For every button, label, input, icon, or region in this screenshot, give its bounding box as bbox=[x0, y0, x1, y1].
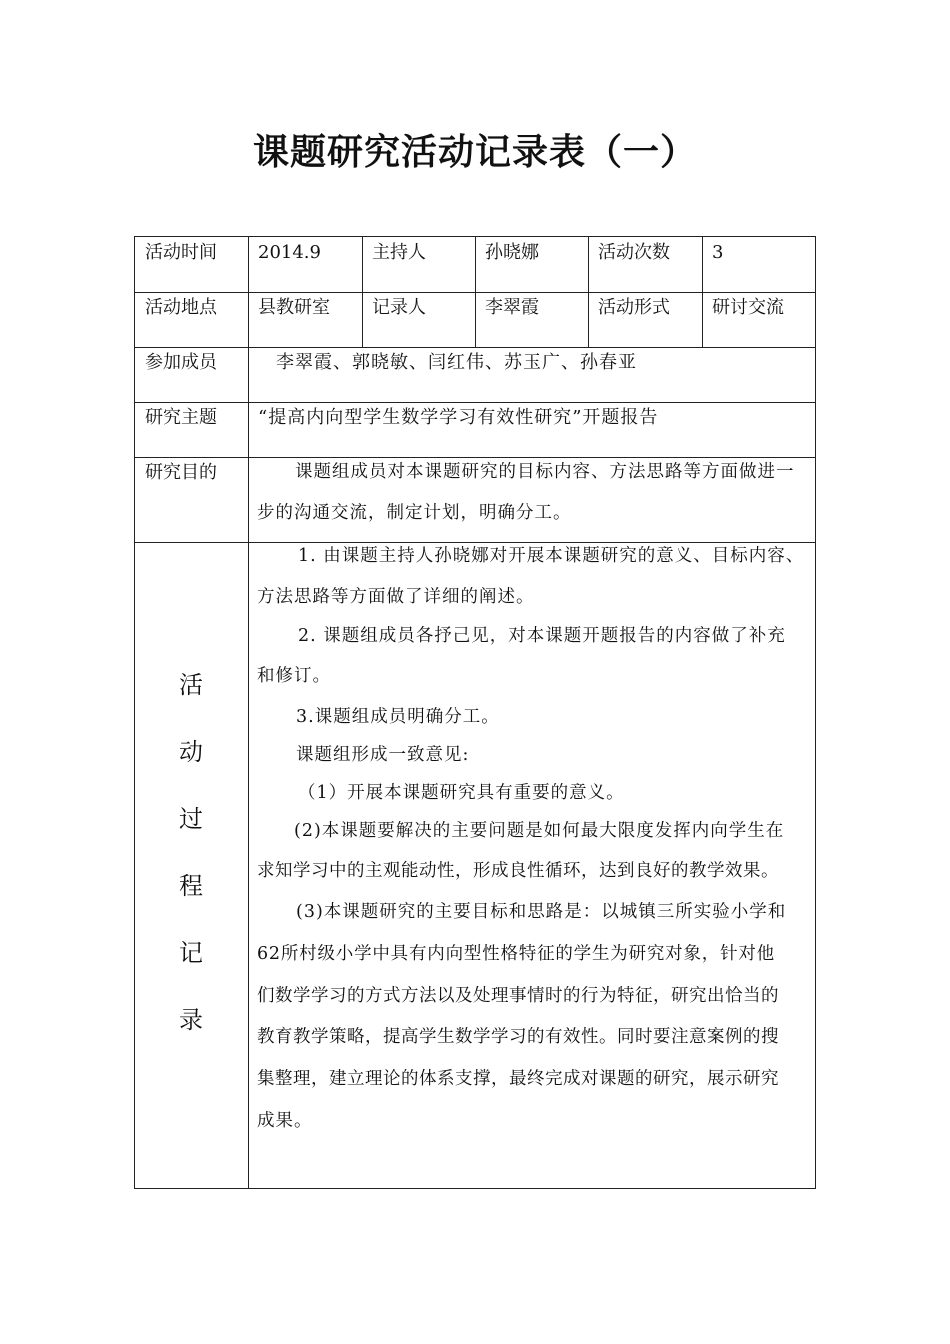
process-line: 集整理，建立理论的体系支撑，最终完成对课题的研究，展示研究 bbox=[257, 1069, 779, 1089]
process-line: (2)本课题要解决的主要问题是如何最大限度发挥内向学生在 bbox=[294, 821, 785, 841]
row-divider bbox=[134, 347, 816, 348]
process-label-char: 过 bbox=[179, 805, 203, 833]
column-divider bbox=[702, 236, 703, 347]
process-line: 62所村级小学中具有内向型性格特征的学生为研究对象，针对他 bbox=[257, 944, 775, 964]
activity-count-value: 3 bbox=[712, 242, 724, 263]
process-label-char: 记 bbox=[179, 939, 203, 967]
process-label-char: 活 bbox=[179, 671, 203, 699]
process-line: 求知学习中的主观能动性，形成良性循环，达到良好的教学效果。 bbox=[257, 861, 779, 881]
process-line: 3.课题组成员明确分工。 bbox=[296, 707, 500, 727]
column-divider bbox=[475, 236, 476, 347]
process-label-char: 录 bbox=[179, 1006, 203, 1034]
column-divider bbox=[588, 236, 589, 347]
host-label: 主持人 bbox=[372, 242, 426, 263]
column-divider bbox=[362, 236, 363, 347]
process-line: (3)本课题研究的主要目标和思路是：以城镇三所实验小学和 bbox=[296, 902, 787, 922]
host-value: 孙晓娜 bbox=[485, 242, 539, 263]
process-line: 和修订。 bbox=[257, 666, 331, 686]
process-label-char: 动 bbox=[179, 738, 203, 766]
activity-count-label: 活动次数 bbox=[598, 242, 670, 263]
purpose-line: 步的沟通交流，制定计划，明确分工。 bbox=[257, 503, 572, 523]
activity-time-label: 活动时间 bbox=[145, 242, 217, 263]
process-label-char: 程 bbox=[179, 872, 203, 900]
process-line: 们数学学习的方式方法以及处理事情时的行为特征，研究出恰当的 bbox=[257, 986, 779, 1006]
activity-place-label: 活动地点 bbox=[145, 297, 217, 318]
table-border-bottom bbox=[134, 1188, 816, 1189]
members-label: 参加成员 bbox=[145, 352, 217, 373]
activity-form-value: 研讨交流 bbox=[712, 297, 784, 318]
process-line: 成果。 bbox=[257, 1111, 313, 1131]
row-divider bbox=[134, 402, 816, 403]
process-line: 1. 由课题主持人孙晓娜对开展本课题研究的意义、目标内容、 bbox=[298, 546, 805, 566]
process-line: 教育教学策略，提高学生数学学习的有效性。同时要注意案例的搜 bbox=[257, 1027, 779, 1047]
process-line: 2. 课题组成员各抒己见，对本课题开题报告的内容做了补充 bbox=[298, 626, 786, 646]
activity-time-value: 2014.9 bbox=[258, 242, 321, 263]
activity-place-value: 县教研室 bbox=[258, 297, 330, 318]
recorder-value: 李翠霞 bbox=[485, 297, 539, 318]
process-label bbox=[134, 652, 248, 1054]
recorder-label: 记录人 bbox=[372, 297, 426, 318]
process-line: （1）开展本课题研究具有重要的意义。 bbox=[298, 783, 625, 803]
theme-value: “提高内向型学生数学学习有效性研究”开题报告 bbox=[258, 407, 659, 428]
purpose-line: 课题组成员对本课题研究的目标内容、方法思路等方面做进一 bbox=[295, 462, 795, 482]
purpose-label: 研究目的 bbox=[145, 462, 217, 483]
process-line: 课题组形成一致意见: bbox=[296, 745, 470, 765]
page-title: 课题研究活动记录表（一） bbox=[252, 131, 697, 173]
theme-label: 研究主题 bbox=[145, 407, 217, 428]
members-value: 李翠霞、郭晓敏、闫红伟、苏玉广、孙春亚 bbox=[276, 352, 637, 373]
column-divider bbox=[248, 236, 249, 1189]
activity-form-label: 活动形式 bbox=[598, 297, 670, 318]
process-line: 方法思路等方面做了详细的阐述。 bbox=[257, 587, 535, 607]
